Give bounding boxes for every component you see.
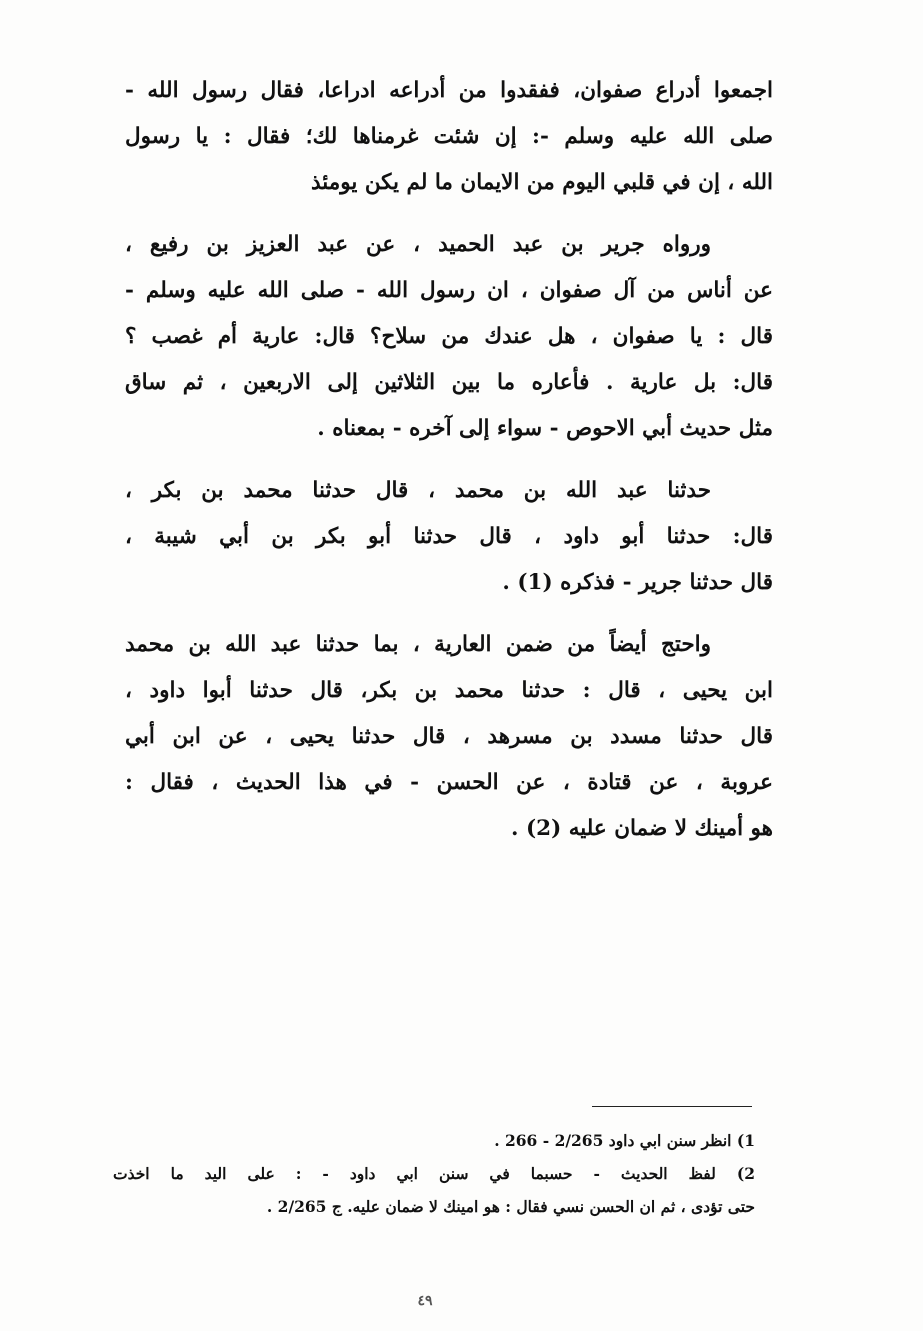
text-line: قال حدثنا مسدد بن مسرهد ، قال حدثنا يحيى ، عن ابن أبي bbox=[125, 724, 773, 749]
page-number: ٤٩ bbox=[417, 1293, 433, 1309]
text-line: ابن يحيى ، قال : حدثنا محمد بن بكر، قال حدثنا أبوا داود ، bbox=[125, 678, 773, 703]
text-line: قال: حدثنا أبو داود ، قال حدثنا أبو بكر بن أبي شيبة ، bbox=[125, 524, 773, 549]
text-line: عن أناس من آل صفوان ، ان رسول الله - صلى الله عليه وسلم - bbox=[125, 278, 773, 303]
text-line: عروبة ، عن قتادة ، عن الحسن - في هذا الحديث ، فقال : bbox=[125, 770, 773, 795]
text-line: واحتج أيضاً من ضمن العارية ، بما حدثنا عبد الله بن محمد bbox=[125, 632, 711, 657]
text-line: الله ، إن في قلبي اليوم من الايمان ما لم يكن يومئذ bbox=[310, 170, 773, 195]
footnote-line: حتى تؤدى ، ثم ان الحسن نسي فقال : هو امينك لا ضمان عليه. ج 2/265 . bbox=[266, 1197, 755, 1216]
paragraph-4 bbox=[125, 622, 773, 852]
footnote-line: 2) لفظ الحديث - حسبما في سنن ابي داود - : على اليد ما اخذت bbox=[113, 1164, 755, 1183]
paragraph-3 bbox=[125, 468, 773, 606]
text-line: حدثنا عبد الله بن محمد ، قال حدثنا محمد بن بكر ، bbox=[125, 478, 711, 503]
text-line: قال: بل عارية . فأعاره ما بين الثلاثين إلى الاربعين ، ثم ساق bbox=[125, 370, 773, 395]
text-line: مثل حديث أبي الاحوص - سواء إلى آخره - بمعناه . bbox=[317, 416, 773, 441]
text-line: اجمعوا أدراع صفوان، ففقدوا من أدراعه ادراعا، فقال رسول الله - bbox=[125, 78, 773, 103]
text-line: قال حدثنا جرير - فذكره (1) . bbox=[502, 570, 773, 595]
footnotes bbox=[113, 1124, 755, 1223]
text-line: ورواه جرير بن عبد الحميد ، عن عبد العزيز بن رفيع ، bbox=[125, 232, 711, 257]
footnote-divider bbox=[592, 1106, 752, 1107]
main-text bbox=[125, 68, 773, 868]
text-line: هو أمينك لا ضمان عليه (2) . bbox=[510, 816, 773, 841]
paragraph-2 bbox=[125, 222, 773, 452]
paragraph-1 bbox=[125, 68, 773, 206]
text-line: قال : يا صفوان ، هل عندك من سلاح؟ قال: عارية أم غصب ؟ bbox=[125, 324, 773, 349]
footnote-line: 1) انظر سنن ابي داود 2/265 - 266 . bbox=[494, 1131, 755, 1150]
text-line: صلى الله عليه وسلم -: إن شئت غرمناها لك؛ فقال : يا رسول bbox=[125, 124, 773, 149]
